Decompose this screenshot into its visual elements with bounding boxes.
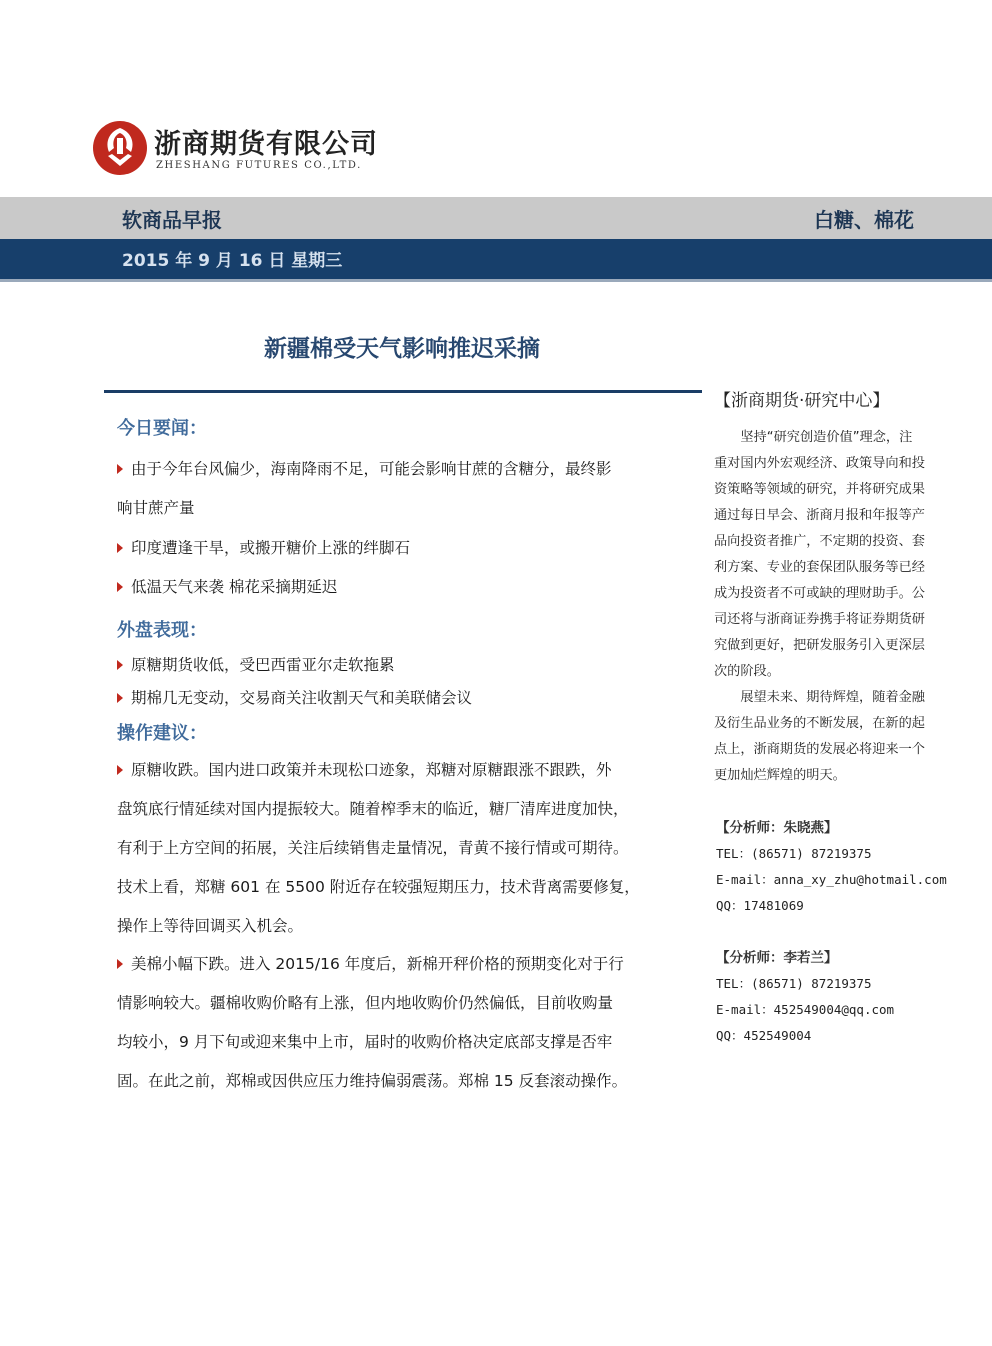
report-date: 2015 年 9 月 16 日 星期三 <box>122 251 343 271</box>
advice-item-sugar: 原糖收跌。国内进口政策并未现松口迹象，郑糖对原糖跟涨不跟跌，外 盘筑底行情延续对国内提振较大。随着榨季末的临近，糖厂清库进度加快， 有利于上方空间的拓展，关注后续销售走量情况，青黄不接行情或可期待。 技术上看，郑糖 601 在 5500 附近存在较强短期压力，技术背离需要修复， 操作上等待回调买入机会。 <box>117 761 640 935</box>
analyst-qq: QQ：452549004 <box>716 1028 812 1043</box>
section-title-news: 今日要闻： <box>117 418 207 439</box>
triangle-bullet-icon <box>117 660 123 670</box>
triangle-bullet-icon <box>117 464 123 474</box>
triangle-bullet-icon <box>117 582 123 592</box>
section-title-advice: 操作建议： <box>117 723 207 744</box>
section-title-overseas: 外盘表现： <box>117 620 207 641</box>
analyst-tel: TEL：(86571) 87219375 <box>716 976 872 991</box>
news-item: 低温天气来袭 棉花采摘期延迟 <box>117 574 682 613</box>
sidebar-paragraph: 坚持“研究创造价值”理念，注 重对国内外宏观经济、政策导向和投 资策略等领域的研究，并将研究成果 通过每日早会、浙商月报和年报等产 品向投资者推广，不定期的投资、套 利方案、专业的套保团队服务等已经 成为投资者不可或缺的理财助手。公 司还将与浙商证券携手将证券期货研 究做到更好，把研发服务引入更深层 次的阶段。 <box>714 430 925 679</box>
analyst-card <box>716 945 894 1049</box>
company-name-en: ZHESHANG FUTURES CO.,LTD. <box>156 160 362 171</box>
company-name-cn: 浙商期货有限公司 <box>154 129 378 160</box>
triangle-bullet-icon <box>117 543 123 553</box>
analyst-name: 【分析师：朱晓燕】 <box>716 820 838 836</box>
report-category: 白糖、棉花 <box>814 208 914 232</box>
company-logo <box>92 118 382 182</box>
analyst-card <box>716 815 947 919</box>
analyst-tel: TEL：(86571) 87219375 <box>716 846 872 861</box>
advice-item-cotton: 美棉小幅下跌。进入 2015/16 年度后，新棉开秤价格的预期变化对于行 情影响较大。疆棉收购价略有上涨，但内地收购价仍然偏低，目前收购量 均较小，9 月下旬或迎来集中上市，届时的收购价格决定底部支撑是否牢 固。在此之前，郑棉或因供应压力维持偏弱震荡。郑棉 15 反套滚动操作。 <box>117 955 628 1090</box>
news-item: 由于今年台风偏少，海南降雨不足，可能会影响甘蔗的含糖分，最终影 响甘蔗产量 <box>117 460 612 517</box>
triangle-bullet-icon <box>117 959 123 969</box>
headline: 新疆棉受天气影响推迟采摘 <box>264 336 540 362</box>
analyst-qq: QQ：17481069 <box>716 898 804 913</box>
sidebar-paragraph: 展望未来、期待辉煌，随着金融 及衍生品业务的不断发展，在新的起 点上，浙商期货的发展必将迎来一个 更加灿烂辉煌的明天。 <box>714 690 925 783</box>
sidebar-title: 【浙商期货·研究中心】 <box>714 391 890 411</box>
overseas-item: 原糖期货收低，受巴西雷亚尔走软拖累 <box>117 652 682 685</box>
header-rule <box>0 279 992 282</box>
news-item: 印度遭逢干旱，或搬开糖价上涨的绊脚石 <box>117 535 682 574</box>
zheshang-logo-icon <box>92 120 148 176</box>
headline-rule <box>104 390 702 393</box>
triangle-bullet-icon <box>117 693 123 703</box>
overseas-item: 期棉几无变动，交易商关注收割天气和美联储会议 <box>117 685 682 718</box>
analyst-email[interactable]: E-mail：anna_xy_zhu@hotmail.com <box>716 872 947 887</box>
analyst-email[interactable]: E-mail：452549004@qq.com <box>716 1002 895 1017</box>
report-type: 软商品早报 <box>122 208 222 232</box>
triangle-bullet-icon <box>117 765 123 775</box>
analyst-name: 【分析师：李若兰】 <box>716 950 838 966</box>
